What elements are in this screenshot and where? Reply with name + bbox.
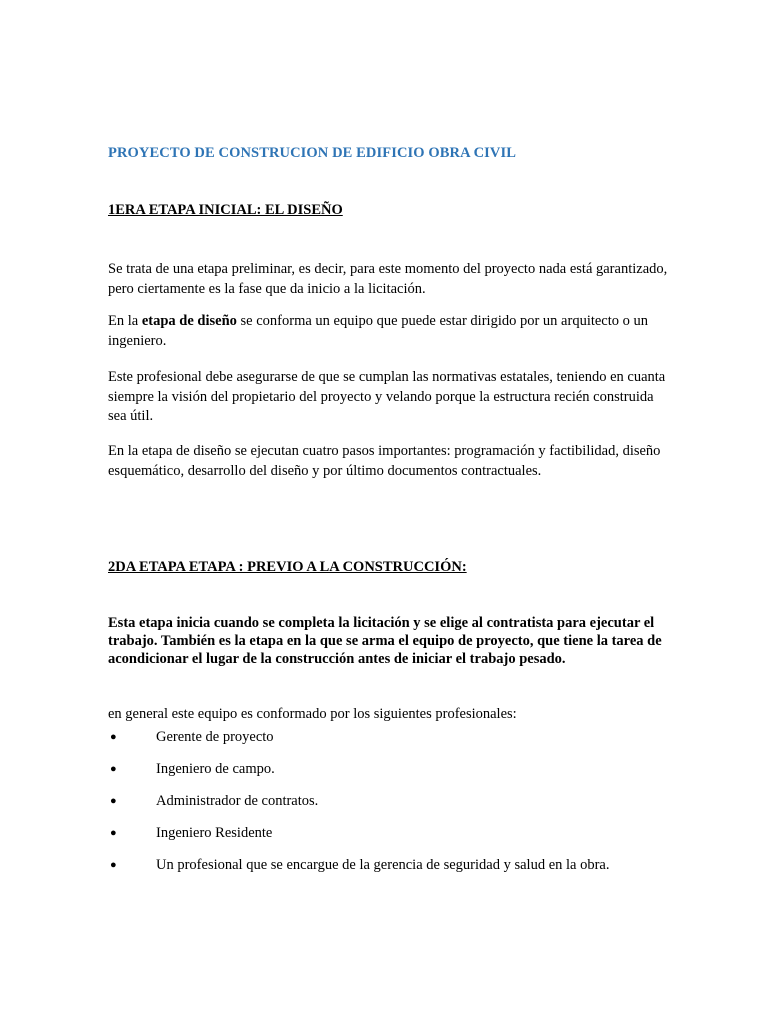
paragraph-2-bold-term: etapa de diseño — [141, 313, 237, 329]
section2-paragraph-2: en general este equipo es conformado por los siguientes profesionales: — [108, 706, 517, 722]
bullet-icon: ● — [110, 827, 117, 839]
list-item-text: Ingeniero de campo. — [156, 761, 275, 777]
list-item-text: Ingeniero Residente — [156, 825, 273, 841]
bullet-icon: ● — [110, 763, 117, 775]
bullet-icon: ● — [110, 859, 117, 871]
list-item-text: Un profesional que se encargue de la gerencia de seguridad y salud en la obra. — [156, 857, 610, 873]
section1-paragraph-3: Este profesional debe asegurarse de que se cumplan las normativas estatales, teniendo en cuanta siempre la visión del propietario del proyecto y velando porque la estructura recién construida sea útil. — [108, 369, 666, 424]
section1-heading: 1ERA ETAPA INICIAL: EL DISEÑO — [108, 202, 343, 218]
list-item-text: Gerente de proyecto — [156, 729, 274, 745]
list-item-text: Administrador de contratos. — [156, 793, 319, 809]
paragraph-2-suffix: se conforma un equipo que puede estar dirigido por un arquitecto o un ingeniero. — [108, 313, 649, 349]
section1-paragraph-4: En la etapa de diseño se ejecutan cuatro pasos importantes: programación y factibilidad, diseño esquemático, desarrollo del diseño y por último documentos contractuales. — [108, 443, 661, 479]
section2-paragraph-1: Esta etapa inicia cuando se completa la licitación y se elige al contratista para ejecutar el trabajo. También es la etapa en la que se arma el equipo de proyecto, que tiene la tarea de acondicionar el lugar de la construcción antes de iniciar el trabajo pesado. — [108, 615, 662, 667]
section2-heading: 2DA ETAPA ETAPA : PREVIO A LA CONSTRUCCIÓN: — [108, 559, 467, 575]
bullet-icon: ● — [110, 795, 117, 807]
section1-paragraph-2 — [108, 312, 668, 351]
bullet-icon: ● — [110, 731, 117, 743]
section1-paragraph-1: Se trata de una etapa preliminar, es decir, para este momento del proyecto nada está garantizado, pero ciertamente es la fase que da inicio a la licitación. — [108, 261, 668, 297]
paragraph-2-prefix: En la — [108, 313, 142, 329]
document-title: PROYECTO DE CONSTRUCION DE EDIFICIO OBRA CIVIL — [108, 145, 516, 161]
